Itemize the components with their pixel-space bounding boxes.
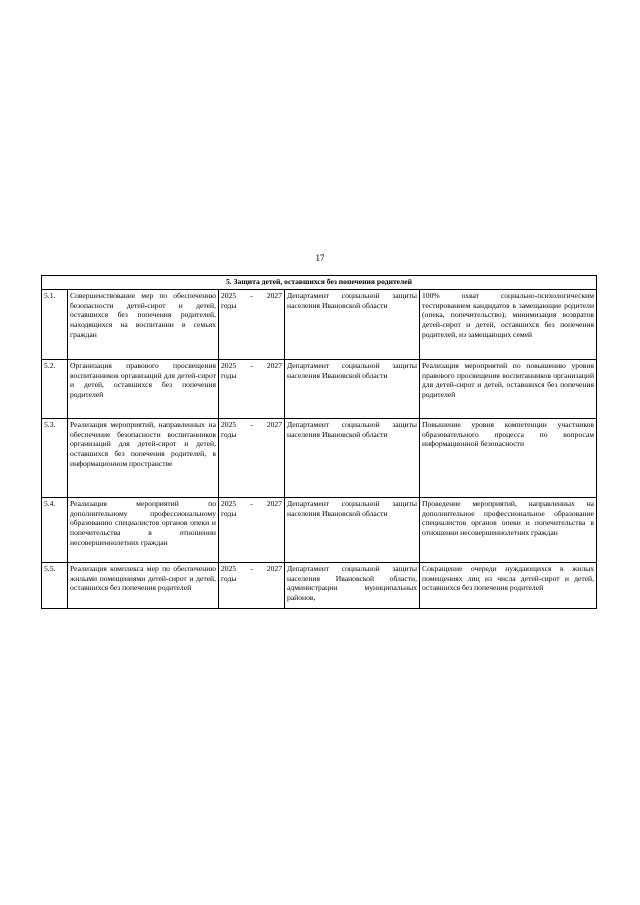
term-end: 2027 — [266, 420, 282, 429]
term-dash: - — [250, 564, 253, 573]
term-dash: - — [250, 291, 253, 300]
term-start: 2025 — [221, 291, 237, 300]
term-start: 2025 — [221, 420, 237, 429]
row-number: 5.5. — [42, 563, 68, 609]
term-dash: - — [250, 499, 253, 508]
term-unit: годы — [221, 300, 237, 310]
term-unit: годы — [221, 429, 237, 439]
term-unit: годы — [221, 573, 237, 583]
row-number: 5.2. — [42, 360, 68, 419]
department-cell: Департамент социальной защиты населения Ивановской области, администрации муниципальных районов, — [285, 563, 420, 609]
activity-cell: Организация правового просвещения воспитанников организаций для детей-сирот и детей, оставшихся без попечения родителей — [68, 360, 219, 419]
table-row — [42, 419, 597, 498]
table-row — [42, 360, 597, 419]
result-cell: Сокращение очереди нуждающихся в жилых помещениях лиц из числа детей-сирот и детей, оставшихся без попечения родителей — [420, 563, 597, 609]
term-end: 2027 — [266, 291, 282, 300]
term-end: 2027 — [266, 564, 282, 573]
activity-cell: Реализация мероприятий, направленных на обеспечение безопасности воспитанников организаций для детей-сирот и детей, оставшихся без попечения родителей, в информационном пространстве — [68, 419, 219, 498]
activity-cell: Совершенствование мер по обеспечению безопасности детей-сирот и детей, оставшихся без попечения родителей, находящихся на воспитании в семьях граждан — [68, 290, 219, 360]
table-row — [42, 563, 597, 609]
table-row — [42, 290, 597, 360]
term-unit: годы — [221, 370, 237, 380]
result-cell: Проведение мероприятий, направленных на дополнительное профессиональное образование специалистов органов опеки и попечительства в отношении несовершеннолетних граждан — [420, 498, 597, 563]
row-number: 5.3. — [42, 419, 68, 498]
department-cell: Департамент социальной защиты населения Ивановской области — [285, 360, 420, 419]
term-dash: - — [250, 361, 253, 370]
term-dash: - — [250, 420, 253, 429]
term-unit: годы — [221, 508, 237, 518]
section-title: 5. Защита детей, оставшихся без попечения родителей — [42, 276, 597, 290]
term-cell — [219, 360, 285, 419]
activity-cell: Реализация комплекса мер по обеспечению жилыми помещениями детей-сирот и детей, оставшихся без попечения родителей — [68, 563, 219, 609]
department-cell: Департамент социальной защиты населения Ивановской области — [285, 419, 420, 498]
page-number: 17 — [315, 253, 325, 263]
activity-cell: Реализация мероприятий по дополнительному профессиональному образованию специалистов органов опеки и попечительства в отношении несовершеннолетних граждан — [68, 498, 219, 563]
row-number: 5.4. — [42, 498, 68, 563]
row-number: 5.1. — [42, 290, 68, 360]
term-end: 2027 — [266, 499, 282, 508]
result-cell: Повышение уровня компетенции участников образовательного процесса по вопросам информационной безопасности — [420, 419, 597, 498]
table-row — [42, 498, 597, 563]
result-cell: 100% охват социально-психологическим тестированием кандидатов в замещающие родители (опека, попечительство); минимизация возвратов детей-сирот и детей, оставшихся без попечения родителей, из замещающих семей — [420, 290, 597, 360]
term-end: 2027 — [266, 361, 282, 370]
section-header-row — [42, 276, 597, 290]
measures-table — [41, 275, 597, 609]
term-cell — [219, 290, 285, 360]
term-start: 2025 — [221, 361, 237, 370]
term-cell — [219, 563, 285, 609]
department-cell: Департамент социальной защиты населения Ивановской области — [285, 290, 420, 360]
term-start: 2025 — [221, 499, 237, 508]
term-start: 2025 — [221, 564, 237, 573]
term-cell — [219, 419, 285, 498]
term-cell — [219, 498, 285, 563]
department-cell: Департамент социальной защиты населения Ивановской области — [285, 498, 420, 563]
result-cell: Реализация мероприятий по повышению уровня правового просвещения воспитанников организаций для детей-сирот и детей, оставшихся без попечения родителей — [420, 360, 597, 419]
